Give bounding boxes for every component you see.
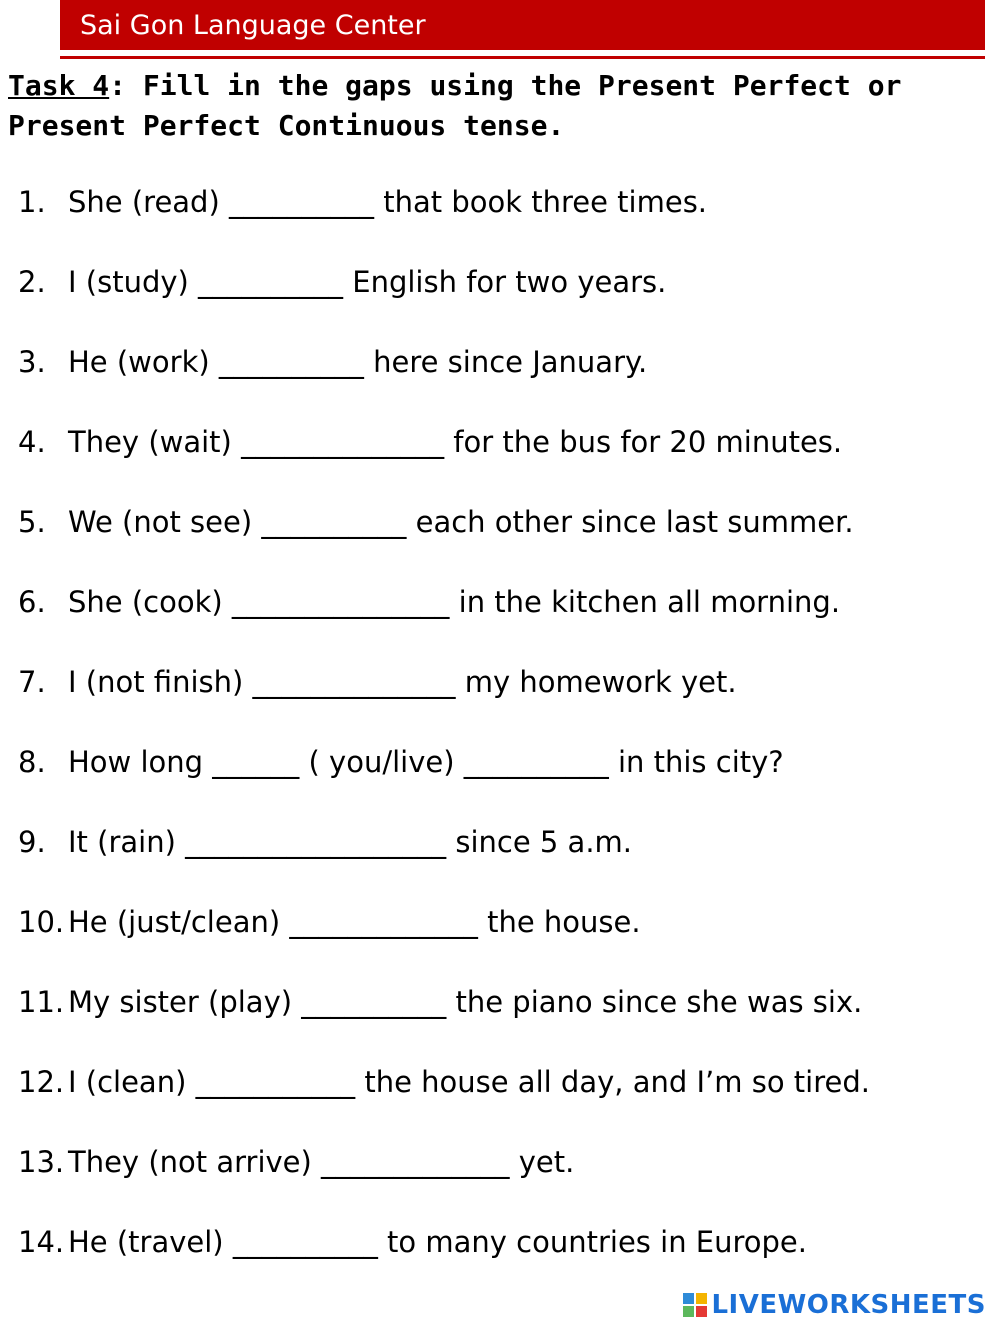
header-title: Sai Gon Language Center [80, 10, 426, 41]
item-number: 4. [18, 425, 46, 459]
exercise-item [0, 662, 1000, 742]
item-number: 13. [18, 1145, 65, 1179]
item-sentence: He (travel) __________ to many countries in Europe. [68, 1225, 807, 1259]
exercise-item [0, 182, 1000, 262]
exercise-item [0, 902, 1000, 982]
item-sentence: I (clean) ___________ the house all day, and I’m so tired. [68, 1065, 870, 1099]
item-sentence: It (rain) __________________ since 5 a.m. [68, 825, 633, 859]
item-number: 5. [18, 505, 46, 539]
item-sentence: I (study) __________ English for two years. [68, 265, 667, 299]
item-sentence: He (just/clean) _____________ the house. [68, 905, 641, 939]
task-label: Task 4 [8, 69, 110, 102]
exercise-item [0, 262, 1000, 342]
item-sentence: My sister (play) __________ the piano since she was six. [68, 985, 863, 1019]
item-number: 12. [18, 1065, 65, 1099]
item-sentence: I (not finish) ______________ my homework yet. [68, 665, 737, 699]
item-sentence: We (not see) __________ each other since last summer. [68, 505, 854, 539]
liveworksheets-logo [683, 1290, 986, 1320]
item-number: 9. [18, 825, 46, 859]
exercise-item [0, 422, 1000, 502]
item-sentence: They (not arrive) _____________ yet. [68, 1145, 575, 1179]
item-number: 2. [18, 265, 46, 299]
task-instructions [8, 66, 988, 146]
exercise-item [0, 1142, 1000, 1222]
brand-name: LIVEWORKSHEETS [711, 1290, 986, 1320]
exercise-item [0, 742, 1000, 822]
item-sentence: How long ______ ( you/live) __________ in this city? [68, 745, 784, 779]
item-number: 3. [18, 345, 46, 379]
item-number: 14. [18, 1225, 65, 1259]
item-number: 6. [18, 585, 46, 619]
item-number: 10. [18, 905, 65, 939]
item-sentence: She (cook) _______________ in the kitchen all morning. [68, 585, 841, 619]
exercise-item [0, 502, 1000, 582]
header-divider [60, 56, 985, 59]
exercise-item [0, 1062, 1000, 1142]
liveworksheets-icon [683, 1293, 707, 1317]
task-instruction-text: : Fill in the gaps using the Present Perfect or Present Perfect Continuous tense. [8, 69, 902, 142]
exercise-list [0, 182, 1000, 1302]
exercise-item [0, 582, 1000, 662]
exercise-item [0, 982, 1000, 1062]
item-number: 8. [18, 745, 46, 779]
item-sentence: They (wait) ______________ for the bus for 20 minutes. [68, 425, 843, 459]
item-number: 1. [18, 185, 46, 219]
item-sentence: He (work) __________ here since January. [68, 345, 648, 379]
exercise-item [0, 342, 1000, 422]
item-number: 11. [18, 985, 65, 1019]
item-sentence: She (read) __________ that book three times. [68, 185, 708, 219]
item-number: 7. [18, 665, 46, 699]
exercise-item [0, 822, 1000, 902]
